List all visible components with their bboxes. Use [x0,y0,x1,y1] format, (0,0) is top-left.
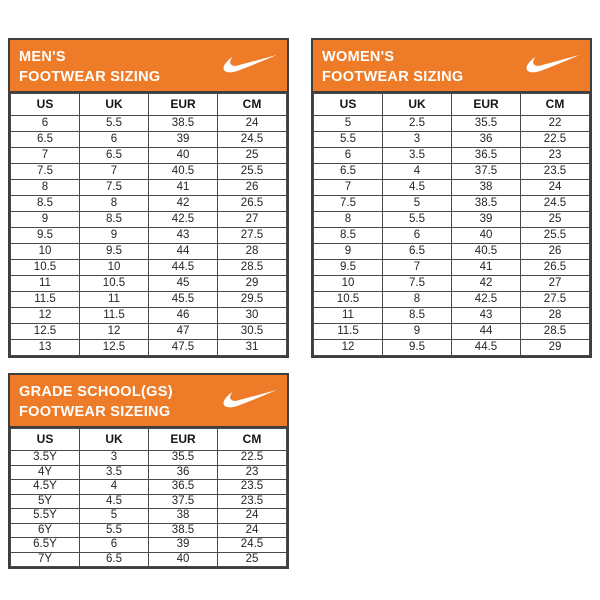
size-cell: 4.5 [80,494,149,509]
size-cell: 38.5 [452,196,521,212]
size-cell: 35.5 [452,116,521,132]
column-header: US [11,94,80,116]
size-cell: 7.5 [80,180,149,196]
size-cell: 4 [80,480,149,495]
table-title-line1: GRADE SCHOOL(GS) [19,384,173,400]
size-cell: 8.5 [314,228,383,244]
size-cell: 28 [521,308,590,324]
size-cell: 10 [80,260,149,276]
table-row [11,324,287,340]
size-cell: 27.5 [218,228,287,244]
size-cell: 44 [452,324,521,340]
size-cell: 43 [452,308,521,324]
size-cell: 40 [149,148,218,164]
table-row [314,132,590,148]
size-cell: 3.5Y [11,451,80,466]
size-cell: 38 [452,180,521,196]
size-cell: 24.5 [521,196,590,212]
size-cell: 9.5 [383,340,452,356]
bottom-tables-row [8,373,289,569]
table-row [11,509,287,524]
size-cell: 5.5 [80,116,149,132]
size-cell: 39 [452,212,521,228]
column-header: EUR [149,429,218,451]
table-row [314,340,590,356]
size-cell: 8.5 [11,196,80,212]
size-cell: 40.5 [149,164,218,180]
size-cell: 3 [80,451,149,466]
column-header: CM [521,94,590,116]
size-cell: 10 [314,276,383,292]
table-row [11,538,287,553]
column-header-row [11,429,287,451]
size-cell: 10.5 [11,260,80,276]
size-cell: 7 [383,260,452,276]
table-title-line2: FOOTWEAR SIZEING [19,404,171,420]
table-row [11,308,287,324]
size-cell: 42 [452,276,521,292]
table-row [11,228,287,244]
size-cell: 23 [218,465,287,480]
size-cell: 23.5 [521,164,590,180]
table-row [11,292,287,308]
table-row [11,340,287,356]
size-cell: 41 [149,180,218,196]
table-row [314,308,590,324]
size-cell: 36 [452,132,521,148]
column-header: EUR [452,94,521,116]
table-row [314,244,590,260]
table-title-line2: FOOTWEAR SIZING [322,69,464,85]
size-cell: 27 [218,212,287,228]
size-cell: 40 [149,552,218,567]
size-cell: 5 [314,116,383,132]
size-cell: 6 [80,132,149,148]
size-cell: 6.5 [383,244,452,260]
size-cell: 8 [11,180,80,196]
size-cell: 4Y [11,465,80,480]
size-cell: 39 [149,132,218,148]
size-cell: 42 [149,196,218,212]
size-cell: 3 [383,132,452,148]
size-cell: 8 [383,292,452,308]
size-cell: 11 [80,292,149,308]
size-cell: 5 [80,509,149,524]
size-cell: 25 [218,552,287,567]
size-cell: 5.5 [383,212,452,228]
nike-swoosh-icon [221,386,278,412]
size-cell: 45.5 [149,292,218,308]
size-cell: 5Y [11,494,80,509]
size-cell: 22.5 [521,132,590,148]
table-row [314,324,590,340]
column-header-row [11,94,287,116]
size-cell: 30 [218,308,287,324]
size-cell: 25.5 [521,228,590,244]
size-cell: 9.5 [314,260,383,276]
size-cell: 39 [149,538,218,553]
mens-size-grid [10,93,287,356]
column-header: CM [218,429,287,451]
column-header: CM [218,94,287,116]
size-cell: 38 [149,509,218,524]
size-cell: 7 [11,148,80,164]
size-cell: 12.5 [11,324,80,340]
table-row [314,164,590,180]
table-row [11,196,287,212]
table-row [11,523,287,538]
size-cell: 9.5 [11,228,80,244]
table-row [314,196,590,212]
size-cell: 43 [149,228,218,244]
size-cell: 11 [314,308,383,324]
size-cell: 12.5 [80,340,149,356]
size-cell: 12 [11,308,80,324]
grade-school-table-header [10,375,287,428]
column-header: US [314,94,383,116]
size-cell: 9 [314,244,383,260]
size-cell: 29 [521,340,590,356]
size-cell: 30.5 [218,324,287,340]
size-cell: 8 [314,212,383,228]
size-cell: 7 [80,164,149,180]
size-cell: 5 [383,196,452,212]
table-row [11,132,287,148]
size-cell: 11.5 [11,292,80,308]
size-cell: 23.5 [218,494,287,509]
size-cell: 35.5 [149,451,218,466]
size-cell: 4 [383,164,452,180]
size-cell: 24.5 [218,538,287,553]
womens-sizing-table [311,38,592,358]
size-cell: 5.5 [80,523,149,538]
table-row [314,292,590,308]
table-row [11,465,287,480]
table-row [314,116,590,132]
table-row [314,228,590,244]
size-cell: 4.5Y [11,480,80,495]
size-cell: 23.5 [218,480,287,495]
size-cell: 5.5 [314,132,383,148]
size-cell: 3.5 [383,148,452,164]
mens-table-title [19,47,160,87]
size-cell: 25 [218,148,287,164]
grade-school-table-title [19,382,173,422]
size-cell: 42.5 [452,292,521,308]
size-cell: 40.5 [452,244,521,260]
size-cell: 24 [521,180,590,196]
size-cell: 36.5 [452,148,521,164]
size-cell: 28 [218,244,287,260]
size-cell: 24 [218,523,287,538]
size-cell: 7.5 [314,196,383,212]
size-cell: 11.5 [314,324,383,340]
size-cell: 10.5 [80,276,149,292]
size-cell: 47.5 [149,340,218,356]
size-cell: 6.5Y [11,538,80,553]
grade-school-sizing-table [8,373,289,569]
column-header: UK [383,94,452,116]
column-header: EUR [149,94,218,116]
column-header: UK [80,94,149,116]
table-row [11,180,287,196]
size-cell: 6.5 [80,552,149,567]
table-row [11,552,287,567]
size-cell: 3.5 [80,465,149,480]
size-cell: 6.5 [11,132,80,148]
table-row [11,480,287,495]
size-cell: 6 [11,116,80,132]
size-cell: 45 [149,276,218,292]
grade-school-size-grid [10,428,287,567]
womens-table-title [322,47,463,87]
womens-table-header [313,40,590,93]
mens-sizing-table [8,38,289,358]
nike-swoosh-icon [221,51,278,77]
column-header: US [11,429,80,451]
size-cell: 7Y [11,552,80,567]
size-cell: 25.5 [218,164,287,180]
size-cell: 28.5 [218,260,287,276]
size-cell: 36.5 [149,480,218,495]
table-row [314,276,590,292]
table-row [11,260,287,276]
size-cell: 26 [521,244,590,260]
size-cell: 44.5 [452,340,521,356]
size-cell: 8.5 [80,212,149,228]
size-cell: 26.5 [521,260,590,276]
table-row [314,212,590,228]
table-row [11,451,287,466]
table-row [11,116,287,132]
size-cell: 25 [521,212,590,228]
size-cell: 12 [314,340,383,356]
size-cell: 29.5 [218,292,287,308]
table-row [11,212,287,228]
table-row [314,180,590,196]
size-cell: 10 [11,244,80,260]
size-cell: 26.5 [218,196,287,212]
column-header: UK [80,429,149,451]
size-cell: 13 [11,340,80,356]
size-cell: 27 [521,276,590,292]
size-cell: 28.5 [521,324,590,340]
size-cell: 5.5Y [11,509,80,524]
size-cell: 6 [314,148,383,164]
size-cell: 9.5 [80,244,149,260]
size-cell: 41 [452,260,521,276]
size-cell: 29 [218,276,287,292]
size-cell: 11.5 [80,308,149,324]
size-cell: 36 [149,465,218,480]
size-cell: 38.5 [149,523,218,538]
size-cell: 8 [80,196,149,212]
size-cell: 37.5 [452,164,521,180]
size-cell: 40 [452,228,521,244]
size-cell: 26 [218,180,287,196]
size-cell: 6 [383,228,452,244]
size-cell: 42.5 [149,212,218,228]
size-cell: 31 [218,340,287,356]
size-cell: 6.5 [80,148,149,164]
table-row [314,260,590,276]
size-cell: 22 [521,116,590,132]
mens-table-header [10,40,287,93]
size-cell: 8.5 [383,308,452,324]
size-cell: 46 [149,308,218,324]
nike-swoosh-icon [524,51,581,77]
table-row [11,276,287,292]
size-cell: 11 [11,276,80,292]
size-cell: 44.5 [149,260,218,276]
size-cell: 2.5 [383,116,452,132]
table-row [11,494,287,509]
size-cell: 10.5 [314,292,383,308]
size-cell: 7 [314,180,383,196]
table-row [314,148,590,164]
size-cell: 38.5 [149,116,218,132]
size-cell: 4.5 [383,180,452,196]
womens-size-grid [313,93,590,356]
size-cell: 37.5 [149,494,218,509]
size-cell: 44 [149,244,218,260]
size-cell: 9 [383,324,452,340]
table-title-line2: FOOTWEAR SIZING [19,69,161,85]
size-cell: 7.5 [383,276,452,292]
table-row [11,244,287,260]
size-cell: 27.5 [521,292,590,308]
size-cell: 24 [218,509,287,524]
size-cell: 47 [149,324,218,340]
size-cell: 22.5 [218,451,287,466]
table-row [11,164,287,180]
size-cell: 9 [11,212,80,228]
table-title-line1: WOMEN'S [322,49,395,65]
table-row [11,148,287,164]
size-cell: 12 [80,324,149,340]
table-title-line1: MEN'S [19,49,66,65]
size-cell: 24 [218,116,287,132]
size-cell: 23 [521,148,590,164]
top-tables-row [8,38,592,358]
size-cell: 9 [80,228,149,244]
size-cell: 6Y [11,523,80,538]
size-cell: 24.5 [218,132,287,148]
column-header-row [314,94,590,116]
size-cell: 6 [80,538,149,553]
size-cell: 7.5 [11,164,80,180]
size-cell: 6.5 [314,164,383,180]
